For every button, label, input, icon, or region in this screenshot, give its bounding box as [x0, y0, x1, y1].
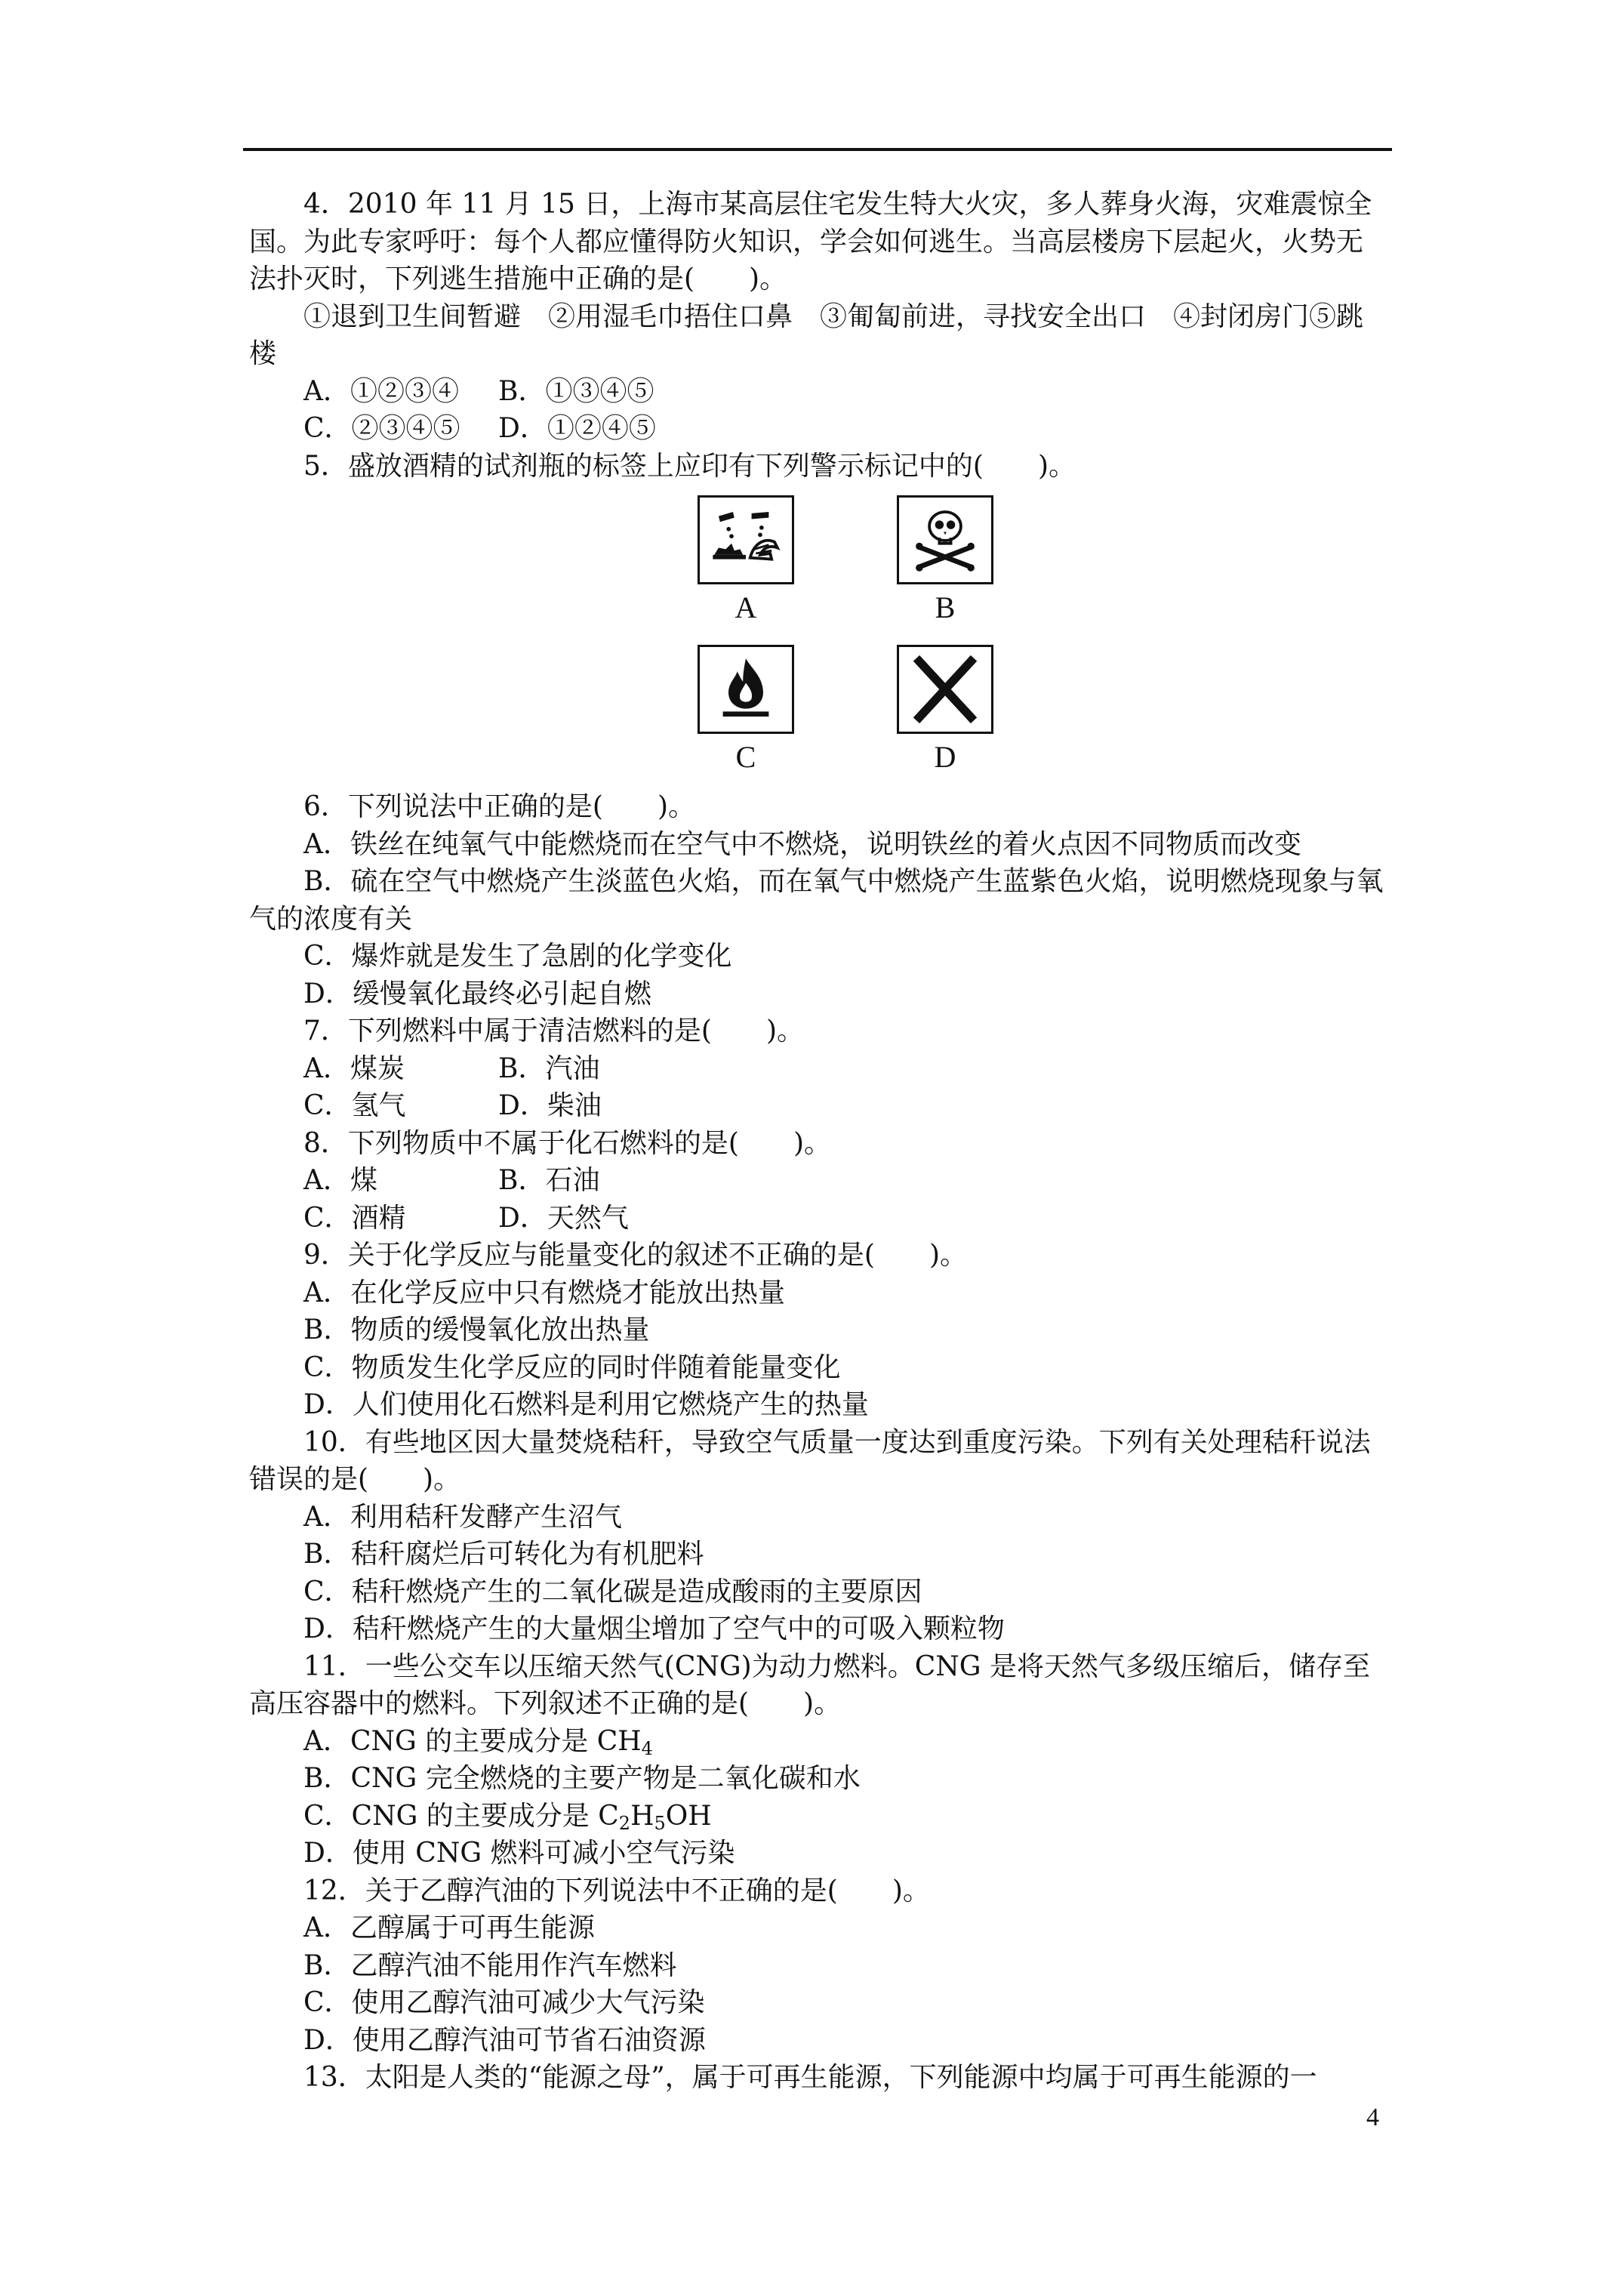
question-8-options-row-2: [249, 1200, 1389, 1237]
question-11-option-a-text: A．CNG 的主要成分是 CH: [303, 1725, 642, 1757]
question-10-option-a: A．利用秸秆发酵产生沼气: [303, 1501, 622, 1533]
question-4-option-c: C．②③④⑤: [303, 413, 460, 444]
question-7-option-a: A．煤炭: [303, 1052, 405, 1084]
question-8-option-b: B．石油: [498, 1165, 600, 1196]
question-10-option-b: B．秸秆腐烂后可转化为有机肥料: [303, 1539, 704, 1570]
question-8-option-a: A．煤: [303, 1165, 377, 1196]
sign-d-label: D: [934, 740, 956, 774]
question-9-stem: 9．关于化学反应与能量变化的叙述不正确的是( )。: [303, 1240, 967, 1271]
question-6-option-d: D．缓慢氧化最终必引起自燃: [303, 978, 651, 1009]
page-number: 4: [1366, 2103, 1379, 2131]
sign-b-box: [897, 495, 993, 584]
sign-d-box: [897, 645, 993, 734]
question-4-option-a: A．①②③④: [303, 375, 459, 407]
flammable-flame-icon: [700, 647, 792, 732]
sign-b-label: B: [935, 590, 956, 624]
question-9-option-c: C．物质发生化学反应的同时伴随着能量变化: [303, 1351, 841, 1383]
question-8-option-d: D．天然气: [498, 1202, 629, 1234]
toxic-skull-icon: [899, 498, 991, 582]
question-11-stem: 11．一些公交车以压缩天然气(CNG)为动力燃料。CNG 是将天然气多级压缩后，储存至高压容器中的燃料。下列叙述不正确的是( )。: [249, 1650, 1370, 1719]
question-4-measures: ①退到卫生间暂避 ②用湿毛巾捂住口鼻 ③匍匐前进，寻找安全出口 ④封闭房门⑤跳楼: [249, 300, 1364, 369]
question-12-option-a: A．乙醇属于可再生能源: [303, 1912, 595, 1943]
question-11-option-d: D．使用 CNG 燃料可减小空气污染: [303, 1838, 735, 1869]
sign-a-box: [698, 495, 794, 584]
question-11-option-c: [249, 1798, 1389, 1835]
question-5-stem: 5．盛放酒精的试剂瓶的标签上应印有下列警示标记中的( )。: [303, 450, 1076, 482]
question-8-option-c: C．酒精: [303, 1202, 406, 1234]
question-11-option-a: [249, 1723, 1389, 1761]
header-rule: [243, 148, 1392, 151]
sign-c-box: [698, 645, 794, 734]
question-11-option-c-mid: H: [630, 1800, 654, 1832]
question-6-stem: 6．下列说法中正确的是( )。: [303, 791, 695, 822]
question-11-option-a-subscript: 4: [641, 1737, 653, 1759]
question-11-option-c-subscript-1: 2: [618, 1812, 631, 1834]
question-7-option-c: C．氢气: [303, 1090, 406, 1121]
sign-a-label: A: [735, 590, 757, 624]
question-13-stem: 13．太阳是人类的“能源之母”，属于可再生能源，下列能源中均属于可再生能源的一: [303, 2062, 1317, 2093]
question-11-option-c-suffix: OH: [665, 1800, 712, 1832]
exam-content: [249, 186, 1389, 2097]
question-4-option-b: B．①③④⑤: [498, 375, 654, 407]
question-11-option-c-subscript-2: 5: [654, 1812, 666, 1834]
question-4-options-row-1: [249, 373, 1389, 411]
corrosive-icon: [700, 498, 792, 582]
question-11-option-c-text: C．CNG 的主要成分是 C: [303, 1800, 619, 1832]
question-12-option-c: C．使用乙醇汽油可减少大气污染: [303, 1987, 705, 2018]
question-9-option-d: D．人们使用化石燃料是利用它燃烧产生的热量: [303, 1389, 869, 1420]
warning-signs-figure: [249, 486, 1389, 787]
question-12-option-b: B．乙醇汽油不能用作汽车燃料: [303, 1949, 677, 1981]
question-9-option-a: A．在化学反应中只有燃烧才能放出热量: [303, 1277, 785, 1308]
question-8-stem: 8．下列物质中不属于化石燃料的是( )。: [303, 1127, 831, 1159]
question-7-options-row-2: [249, 1087, 1389, 1125]
question-11-option-b: B．CNG 完全燃烧的主要产物是二氧化碳和水: [303, 1763, 861, 1794]
question-7-option-d: D．柴油: [498, 1090, 602, 1121]
question-10-stem: 10．有些地区因大量焚烧秸秆，导致空气质量一度达到重度污染。下列有关处理秸秆说法错误的是( )。: [249, 1426, 1371, 1495]
question-12-option-d: D．使用乙醇汽油可节省石油资源: [303, 2024, 706, 2056]
question-9-option-b: B．物质的缓慢氧化放出热量: [303, 1314, 650, 1345]
question-6-option-a: A．铁丝在纯氧气中能燃烧而在空气中不燃烧，说明铁丝的着火点因不同物质而改变: [303, 828, 1301, 860]
question-4-options-row-2: [249, 410, 1389, 448]
question-7-options-row-1: [249, 1050, 1389, 1088]
sign-c-label: C: [735, 740, 756, 774]
question-4-option-d: D．①②④⑤: [498, 413, 656, 444]
question-4-stem: 4．2010 年 11 月 15 日，上海市某高层住宅发生特大火灾，多人葬身火海，灾难震惊全国。为此专家呼吁：每个人都应懂得防火知识，学会如何逃生。当高层楼房下层起火，火势无法扑灭时，下列逃生措施中正确的是( )。: [249, 189, 1372, 294]
question-6-option-b: B．硫在空气中燃烧产生淡蓝色火焰，而在氧气中燃烧产生蓝紫色火焰，说明燃烧现象与氧气的浓度有关: [249, 866, 1384, 935]
question-7-stem: 7．下列燃料中属于清洁燃料的是( )。: [303, 1015, 804, 1046]
question-6-option-c: C．爆炸就是发生了急剧的化学变化: [303, 941, 732, 972]
question-8-options-row-1: [249, 1162, 1389, 1200]
question-10-option-d: D．秸秆燃烧产生的大量烟尘增加了空气中的可吸入颗粒物: [303, 1613, 1005, 1644]
question-12-stem: 12．关于乙醇汽油的下列说法中不正确的是( )。: [303, 1875, 930, 1906]
question-10-option-c: C．秸秆燃烧产生的二氧化碳是造成酸雨的主要原因: [303, 1576, 922, 1607]
question-7-option-b: B．汽油: [498, 1052, 600, 1084]
harmful-x-icon: [899, 647, 991, 732]
